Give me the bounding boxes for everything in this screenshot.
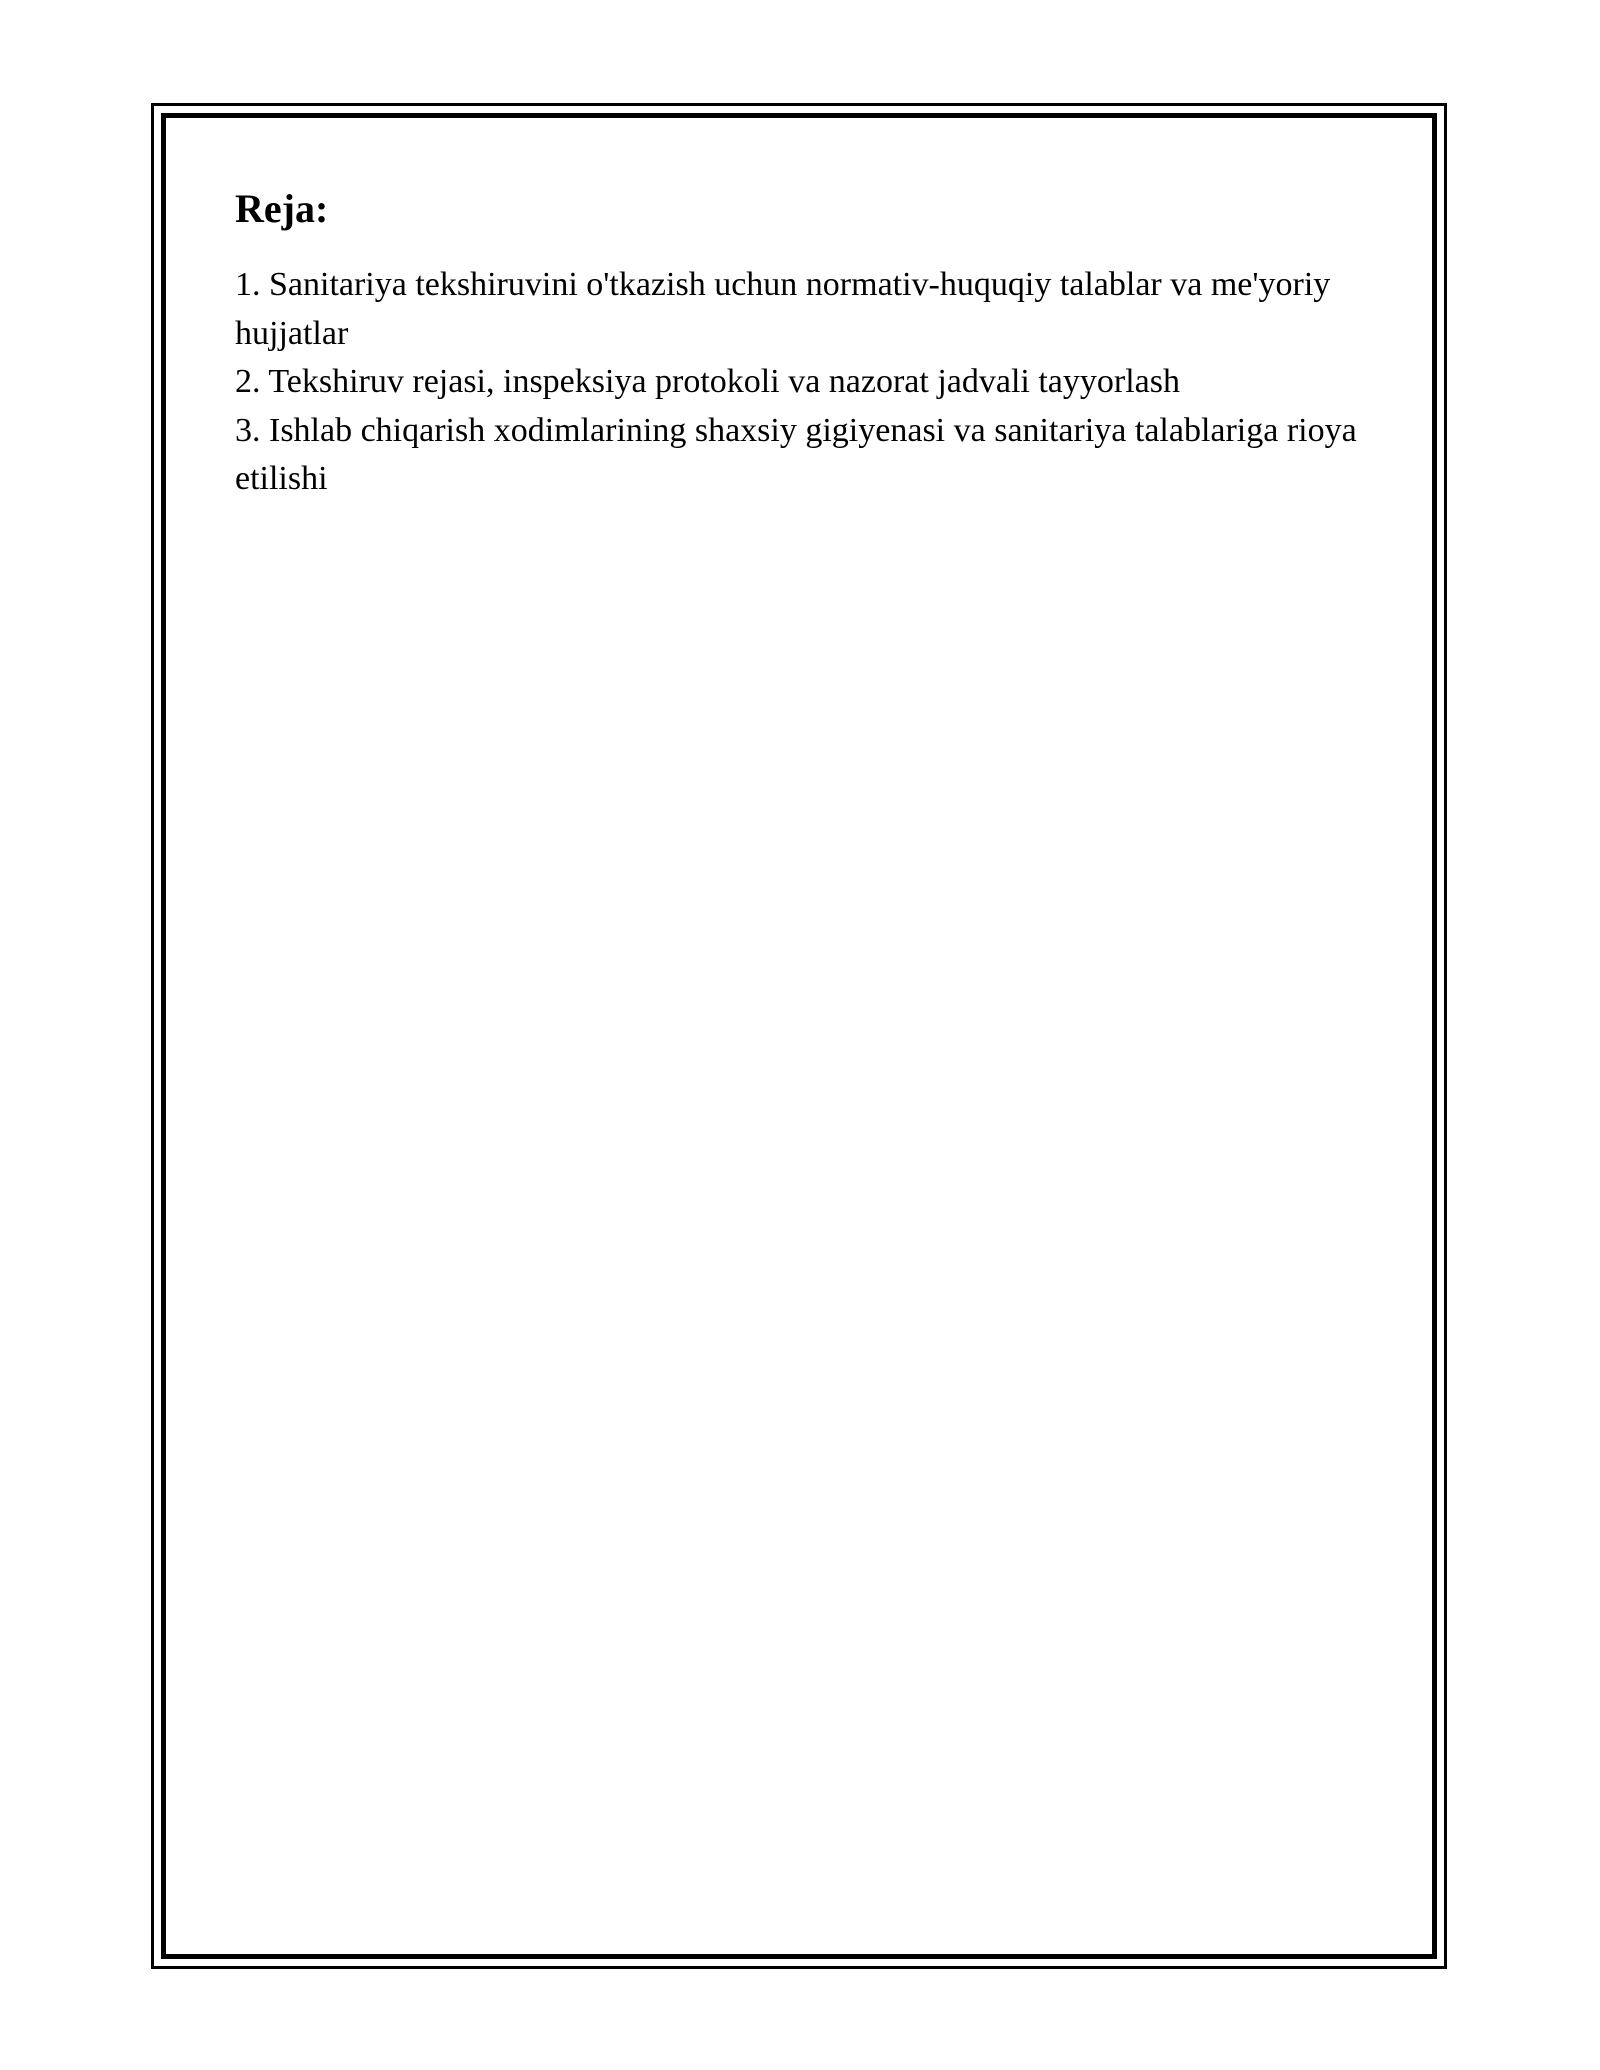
- plan-list: [235, 261, 1385, 504]
- plan-item-3: 3. Ishlab chiqarish xodimlarining shaxsiy gigiyenasi va sanitariya talablariga rioya etilishi: [235, 411, 1357, 497]
- plan-item-1: 1. Sanitariya tekshiruvini o'tkazish uchun normativ-huquqiy talablar va me'yoriy hujjatlar: [235, 266, 1331, 352]
- document-content: [235, 185, 1385, 504]
- plan-item-2: 2. Tekshiruv rejasi, inspeksiya protokoli va nazorat jadvali tayyorlash: [235, 363, 1180, 400]
- page-title: Reja:: [235, 186, 329, 231]
